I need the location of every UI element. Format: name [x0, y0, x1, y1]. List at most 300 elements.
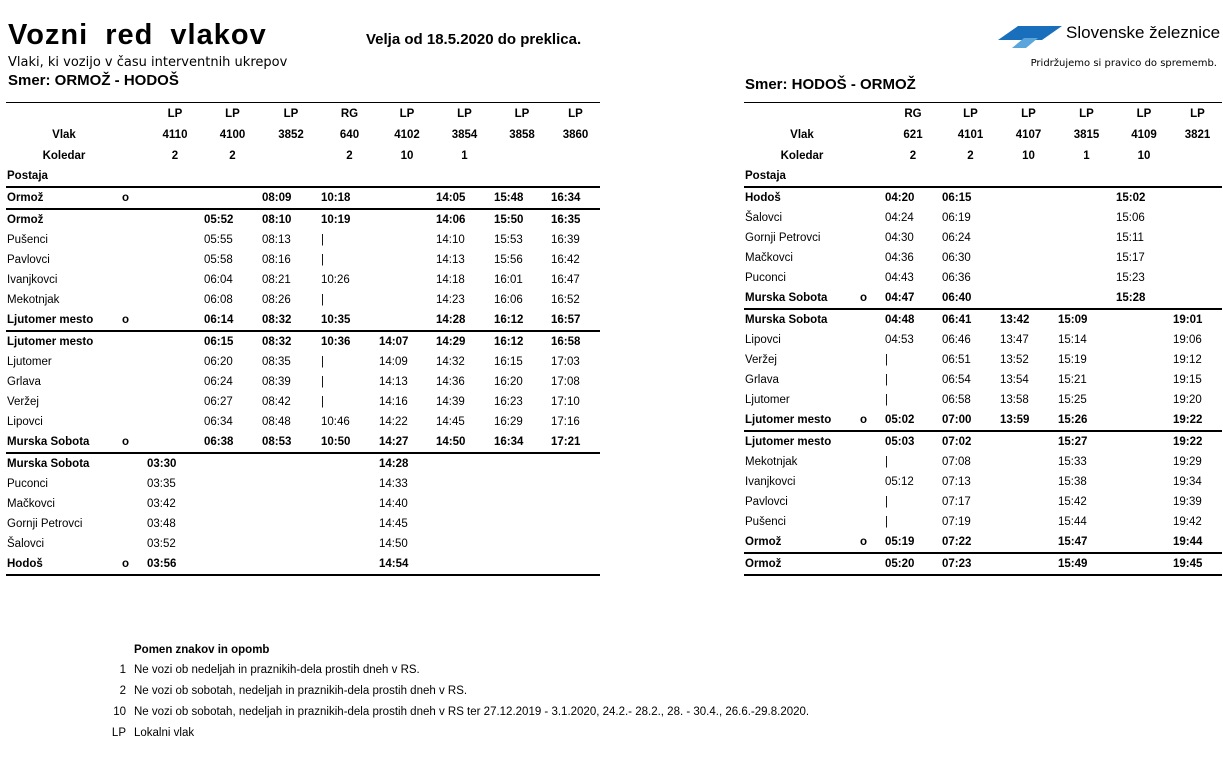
- train-type-cell: LP: [999, 103, 1057, 125]
- time-cell: 14:39: [436, 396, 465, 408]
- time-cell: 05:03: [884, 431, 941, 452]
- time-cell: [999, 472, 1057, 492]
- calendar-cell: 2: [346, 149, 353, 162]
- time-cell: 10:46: [321, 416, 350, 428]
- time-cell: 14:23: [436, 294, 465, 306]
- station-name: Hodoš: [6, 554, 121, 575]
- calendar-cell: 2: [171, 149, 179, 162]
- time-cell: 08:09: [261, 187, 320, 209]
- time-cell: 16:12: [493, 331, 550, 352]
- time-cell: |: [321, 356, 324, 368]
- time-cell: 10:19: [320, 209, 378, 230]
- time-cell: 16:42: [551, 254, 580, 266]
- time-cell: [261, 494, 320, 514]
- time-cell: [378, 270, 435, 290]
- time-cell: 17:03: [551, 356, 580, 368]
- calendar-cell: 2: [967, 149, 974, 162]
- table-row: [744, 532, 1222, 553]
- calendar-cell: 10: [1022, 149, 1035, 162]
- station-name: Ljutomer mesto: [7, 314, 94, 326]
- table-row: [744, 208, 1222, 228]
- time-cell: [146, 310, 203, 331]
- time-cell: 15:21: [1058, 374, 1087, 386]
- time-cell: [550, 453, 600, 474]
- legend-key: LP: [111, 727, 126, 739]
- table-row: [6, 209, 600, 230]
- arrival-marker: [121, 412, 146, 432]
- train-type-cell: LP: [550, 103, 600, 125]
- time-cell: 15:50: [493, 209, 550, 230]
- time-cell: 15:38: [1058, 476, 1087, 488]
- time-cell: 16:20: [494, 376, 523, 388]
- reserve-notice: Pridržujemo si pravico do sprememb.: [1030, 58, 1217, 69]
- arrival-marker: [859, 350, 884, 370]
- table-row: [744, 268, 1222, 288]
- station-name: Ljutomer mesto: [745, 414, 832, 426]
- time-cell: 03:48: [147, 518, 176, 530]
- time-cell: 19:34: [1173, 476, 1202, 488]
- time-cell: 14:36: [436, 376, 465, 388]
- time-cell: [1172, 208, 1222, 228]
- time-cell: 13:59: [1000, 414, 1030, 426]
- time-cell: 14:16: [379, 396, 408, 408]
- time-cell: 07:02: [941, 431, 999, 452]
- time-cell: |: [885, 456, 888, 468]
- time-cell: 08:13: [262, 234, 291, 246]
- table-row: [744, 492, 1222, 512]
- label-vlak: Vlak: [52, 128, 76, 141]
- time-cell: 14:13: [379, 376, 408, 388]
- time-cell: 04:36: [885, 252, 914, 264]
- time-cell: 14:45: [379, 518, 408, 530]
- time-cell: 08:48: [262, 416, 291, 428]
- station-name: Veržej: [7, 396, 39, 408]
- time-cell: [493, 554, 550, 575]
- time-cell: 16:23: [494, 396, 523, 408]
- time-cell: 08:16: [262, 254, 291, 266]
- train-number-cell: 3860: [562, 128, 589, 141]
- legend-item: [96, 706, 809, 727]
- calendar-cell: [1172, 145, 1222, 166]
- label-vlak: Vlak: [790, 128, 814, 141]
- time-cell: 19:20: [1173, 394, 1202, 406]
- time-cell: [999, 452, 1057, 472]
- time-cell: [378, 250, 435, 270]
- arrival-marker: [859, 512, 884, 532]
- timetable-hodos-ormoz: [744, 102, 1222, 576]
- time-cell: [1057, 187, 1115, 208]
- time-cell: |: [321, 234, 324, 246]
- marker-spacer: [121, 166, 146, 187]
- time-cell: 19:06: [1173, 334, 1202, 346]
- table-row: [6, 453, 600, 474]
- marker-spacer: [859, 166, 884, 187]
- postaja-row: [6, 166, 600, 187]
- arrival-marker: [859, 390, 884, 410]
- label-koledar: Koledar: [42, 149, 86, 162]
- time-cell: [378, 209, 435, 230]
- time-cell: 14:45: [436, 416, 465, 428]
- train-number-cell: 640: [339, 128, 360, 141]
- time-cell: 05:12: [885, 476, 914, 488]
- time-cell: [203, 474, 261, 494]
- time-cell: [999, 228, 1057, 248]
- label-postaja: Postaja: [7, 170, 48, 182]
- time-cell: [435, 494, 493, 514]
- timetable-ormoz-hodos: [6, 102, 600, 576]
- time-cell: [320, 453, 378, 474]
- time-cell: 15:27: [1057, 431, 1115, 452]
- time-cell: [146, 290, 203, 310]
- station-name: Grlava: [745, 374, 779, 386]
- time-cell: [1057, 288, 1115, 309]
- time-cell: 14:29: [435, 331, 493, 352]
- header-spacer: [203, 166, 261, 187]
- legend-notes: [96, 644, 809, 748]
- arrival-marker: [121, 270, 146, 290]
- time-cell: 14:54: [378, 554, 435, 575]
- time-cell: [1115, 553, 1172, 575]
- table-row: [6, 290, 600, 310]
- time-cell: 15:56: [494, 254, 523, 266]
- legend-item: [96, 664, 809, 685]
- time-cell: 08:35: [262, 356, 291, 368]
- time-cell: [550, 494, 600, 514]
- table-row: [6, 372, 600, 392]
- time-cell: [261, 514, 320, 534]
- time-cell: [1057, 268, 1115, 288]
- time-cell: 04:24: [885, 212, 914, 224]
- time-cell: 13:58: [1000, 394, 1029, 406]
- time-cell: [261, 453, 320, 474]
- calendar-cell: [550, 145, 600, 166]
- time-cell: 16:15: [494, 356, 523, 368]
- time-cell: [1115, 410, 1172, 431]
- train-number-cell: 4110: [162, 128, 188, 141]
- legend-key: 1: [119, 664, 126, 676]
- table-row: [744, 410, 1222, 431]
- time-cell: [1057, 208, 1115, 228]
- arrival-marker: [859, 431, 884, 452]
- table-row: [6, 250, 600, 270]
- calendar-row: [744, 145, 1222, 166]
- time-cell: [320, 474, 378, 494]
- time-cell: 06:08: [204, 294, 233, 306]
- arrival-marker: [859, 330, 884, 350]
- time-cell: 06:40: [942, 292, 972, 304]
- legend-text: Lokalni vlak: [134, 727, 195, 739]
- arrival-marker: o: [860, 292, 868, 304]
- marker-spacer: [121, 103, 146, 125]
- train-type-cell: LP: [493, 103, 550, 125]
- arrival-marker: [859, 228, 884, 248]
- station-name: Ljutomer: [7, 356, 52, 368]
- time-cell: 05:02: [885, 414, 915, 426]
- table-row: [6, 514, 600, 534]
- arrival-marker: [121, 494, 146, 514]
- validity-note: Velja od 18.5.2020 do preklica.: [366, 31, 582, 48]
- arrival-marker: [121, 250, 146, 270]
- table-row: [6, 412, 600, 432]
- time-cell: 14:40: [379, 498, 408, 510]
- header-spacer: [884, 166, 941, 187]
- time-cell: 14:50: [436, 436, 466, 448]
- time-cell: [999, 431, 1057, 452]
- marker-spacer: [859, 124, 884, 145]
- time-cell: |: [885, 516, 888, 528]
- time-cell: [493, 514, 550, 534]
- table-row: [744, 288, 1222, 309]
- station-name: Murska Sobota: [7, 436, 90, 448]
- time-cell: 19:44: [1173, 536, 1203, 548]
- calendar-cell: 10: [400, 149, 414, 162]
- time-cell: 08:32: [261, 331, 320, 352]
- time-cell: 13:54: [1000, 374, 1029, 386]
- station-name: Murska Sobota: [6, 453, 121, 474]
- table-row: [744, 350, 1222, 370]
- label-postaja: Postaja: [745, 170, 786, 182]
- legend-heading: Pomen znakov in opomb: [134, 644, 270, 656]
- time-cell: 06:24: [204, 376, 233, 388]
- arrival-marker: [859, 452, 884, 472]
- station-name: Pušenci: [745, 516, 786, 528]
- time-cell: |: [885, 354, 888, 366]
- station-name: Mekotnjak: [745, 456, 798, 468]
- time-cell: |: [321, 396, 324, 408]
- time-cell: 07:19: [942, 516, 971, 528]
- time-cell: 14:10: [436, 234, 465, 246]
- header-spacer: [1172, 166, 1222, 187]
- station-name: Mekotnjak: [7, 294, 60, 306]
- arrival-marker: [859, 472, 884, 492]
- time-cell: 14:28: [378, 453, 435, 474]
- calendar-row: [6, 145, 600, 166]
- station-name: Šalovci: [745, 212, 783, 224]
- time-cell: 06:27: [204, 396, 233, 408]
- time-cell: 15:14: [1058, 334, 1087, 346]
- label-koledar: Koledar: [780, 149, 824, 162]
- calendar-cell: 2: [909, 149, 917, 162]
- time-cell: 15:49: [1057, 553, 1115, 575]
- header-spacer: [744, 103, 859, 125]
- time-cell: [320, 514, 378, 534]
- table-row: [744, 452, 1222, 472]
- station-name: Ljutomer mesto: [6, 331, 121, 352]
- time-cell: [146, 230, 203, 250]
- marker-spacer: [859, 145, 884, 166]
- time-cell: 08:26: [262, 294, 291, 306]
- time-cell: 06:14: [204, 314, 234, 326]
- train-type-row: [6, 103, 600, 125]
- time-cell: 07:17: [942, 496, 971, 508]
- time-cell: [999, 553, 1057, 575]
- train-number-row: [744, 124, 1222, 145]
- station-name: Ormož: [745, 536, 782, 548]
- marker-spacer: [121, 124, 146, 145]
- time-cell: 16:06: [494, 294, 523, 306]
- time-cell: 06:20: [204, 356, 233, 368]
- station-name: Mačkovci: [7, 498, 55, 510]
- time-cell: 10:35: [321, 314, 351, 326]
- header-spacer: [146, 166, 203, 187]
- time-cell: [435, 474, 493, 494]
- time-cell: 04:47: [885, 292, 915, 304]
- time-cell: 07:00: [942, 414, 972, 426]
- train-type-cell: LP: [203, 103, 261, 125]
- arrival-marker: o: [122, 436, 130, 448]
- time-cell: 13:42: [999, 309, 1057, 330]
- time-cell: 15:11: [1116, 232, 1144, 244]
- time-cell: 14:07: [378, 331, 435, 352]
- train-number-cell: 4100: [219, 128, 246, 141]
- time-cell: [999, 208, 1057, 228]
- time-cell: 14:22: [379, 416, 408, 428]
- time-cell: 19:22: [1172, 431, 1222, 452]
- time-cell: 19:15: [1173, 374, 1202, 386]
- train-number-cell: 3854: [451, 128, 478, 141]
- time-cell: 16:47: [551, 274, 580, 286]
- table-row: [6, 187, 600, 209]
- time-cell: 06:51: [942, 354, 971, 366]
- train-number-cell: 3852: [278, 128, 304, 141]
- time-cell: 07:08: [942, 456, 971, 468]
- time-cell: [261, 474, 320, 494]
- station-name: Puconci: [745, 272, 786, 284]
- train-number-cell: 4101: [957, 128, 984, 141]
- legend-key: 2: [119, 685, 126, 697]
- time-cell: [146, 372, 203, 392]
- time-cell: 07:13: [942, 476, 971, 488]
- table-row: [744, 512, 1222, 532]
- time-cell: 05:58: [204, 254, 233, 266]
- marker-spacer: [121, 145, 146, 166]
- time-cell: 06:30: [942, 252, 971, 264]
- time-cell: 08:42: [262, 396, 291, 408]
- time-cell: |: [885, 394, 888, 406]
- table-row: [6, 534, 600, 554]
- time-cell: 15:06: [1116, 212, 1145, 224]
- station-name: Ljutomer: [745, 394, 790, 406]
- time-cell: 16:57: [551, 314, 581, 326]
- time-cell: [435, 554, 493, 575]
- table-row: [744, 553, 1222, 575]
- train-number-cell: 3858: [509, 128, 535, 141]
- train-type-cell: LP: [1057, 103, 1115, 125]
- brand-name: Slovenske železnice: [1066, 23, 1221, 42]
- time-cell: 10:36: [320, 331, 378, 352]
- header-spacer: [999, 166, 1057, 187]
- time-cell: 16:52: [551, 294, 580, 306]
- time-cell: [378, 290, 435, 310]
- station-name: Mačkovci: [745, 252, 793, 264]
- time-cell: [146, 250, 203, 270]
- time-cell: 15:33: [1058, 456, 1087, 468]
- time-cell: [1115, 330, 1172, 350]
- calendar-cell: [261, 145, 320, 166]
- time-cell: [999, 512, 1057, 532]
- time-cell: 10:18: [320, 187, 378, 209]
- time-cell: 06:34: [204, 416, 233, 428]
- table-row: [744, 228, 1222, 248]
- time-cell: 08:21: [262, 274, 291, 286]
- time-cell: [146, 432, 203, 453]
- time-cell: [1172, 288, 1222, 309]
- header-spacer: [320, 166, 378, 187]
- time-cell: [999, 492, 1057, 512]
- time-cell: |: [321, 254, 324, 266]
- train-type-cell: LP: [435, 103, 493, 125]
- train-type-cell: RG: [884, 103, 941, 125]
- time-cell: 05:55: [204, 234, 233, 246]
- header-spacer: [941, 166, 999, 187]
- station-name: Gornji Petrovci: [7, 518, 83, 530]
- time-cell: [493, 534, 550, 554]
- time-cell: [203, 534, 261, 554]
- time-cell: 05:20: [884, 553, 941, 575]
- arrival-marker: o: [122, 314, 130, 326]
- time-cell: 15:53: [494, 234, 523, 246]
- time-cell: 06:46: [942, 334, 971, 346]
- marker-spacer: [859, 103, 884, 125]
- time-cell: 19:22: [1173, 414, 1203, 426]
- time-cell: [493, 474, 550, 494]
- time-cell: [1115, 452, 1172, 472]
- train-number-cell: 3815: [1073, 128, 1100, 141]
- arrival-marker: [859, 309, 884, 330]
- time-cell: 15:02: [1115, 187, 1172, 208]
- time-cell: [1115, 350, 1172, 370]
- time-cell: 16:29: [494, 416, 523, 428]
- time-cell: [146, 270, 203, 290]
- arrival-marker: [859, 248, 884, 268]
- time-cell: 15:17: [1116, 252, 1145, 264]
- arrival-marker: [859, 492, 884, 512]
- time-cell: 14:50: [379, 538, 408, 550]
- time-cell: [1115, 532, 1172, 553]
- table-row: [744, 390, 1222, 410]
- arrival-marker: [121, 209, 146, 230]
- time-cell: 14:05: [435, 187, 493, 209]
- station-name: Grlava: [7, 376, 41, 388]
- time-cell: 08:32: [262, 314, 292, 326]
- time-cell: [378, 310, 435, 331]
- time-cell: 15:44: [1058, 516, 1087, 528]
- time-cell: 13:47: [1000, 334, 1029, 346]
- time-cell: 16:34: [494, 436, 524, 448]
- station-name: Ormož: [6, 187, 121, 209]
- time-cell: [493, 453, 550, 474]
- time-cell: [320, 534, 378, 554]
- time-cell: 16:12: [494, 314, 524, 326]
- time-cell: [1115, 390, 1172, 410]
- time-cell: 06:38: [204, 436, 234, 448]
- station-name: Murska Sobota: [745, 292, 828, 304]
- arrival-marker: [121, 474, 146, 494]
- time-cell: 15:48: [493, 187, 550, 209]
- time-cell: [435, 514, 493, 534]
- legend-text: Ne vozi ob nedeljah in praznikih-dela prostih dneh v RS.: [134, 664, 420, 676]
- time-cell: 08:53: [262, 436, 292, 448]
- time-cell: [203, 514, 261, 534]
- table-row: [6, 310, 600, 331]
- header-spacer: [1057, 166, 1115, 187]
- station-name: Ivanjkovci: [7, 274, 58, 286]
- time-cell: [435, 534, 493, 554]
- time-cell: 14:33: [379, 478, 408, 490]
- time-cell: |: [321, 294, 324, 306]
- time-cell: 10:26: [321, 274, 350, 286]
- time-cell: 19:01: [1172, 309, 1222, 330]
